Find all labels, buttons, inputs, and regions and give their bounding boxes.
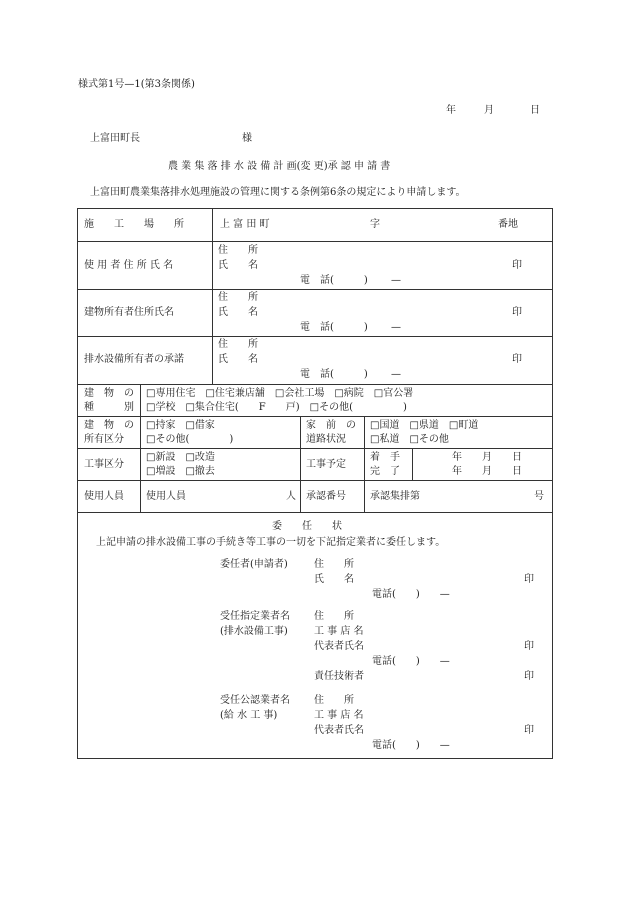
row-divider xyxy=(77,241,553,242)
road-options: □私道 □その他 xyxy=(370,434,449,445)
owner-address-label: 住 所 xyxy=(218,292,258,303)
approval-number-prefix: 承認集排第 xyxy=(370,491,420,502)
site-banchi: 番地 xyxy=(498,219,518,230)
bldg-type-options: □専用住宅 □住宅兼店舗 □会社工場 □病院 □官公署 xyxy=(146,388,414,399)
seal-mark: 印 xyxy=(524,671,534,682)
designated-phone-label: 電話( ) — xyxy=(372,656,450,667)
users-label: 使用人員 xyxy=(84,491,124,502)
schedule-finish-label: 完 了 xyxy=(370,466,400,477)
date-year-label: 年 xyxy=(446,105,456,116)
approval-number-suffix: 号 xyxy=(534,491,544,502)
owner-name-label: 氏 名 xyxy=(218,307,258,318)
drain-owner-name-label: 氏 名 xyxy=(218,354,258,365)
schedule-label: 工事予定 xyxy=(306,459,346,470)
date-month-label: 月 xyxy=(484,105,494,116)
schedule-start-date: 年 月 日 xyxy=(452,452,522,463)
owner-label: 建物所有者住所氏名 xyxy=(84,307,174,318)
user-phone-label: 電 話( ) — xyxy=(300,275,401,286)
bldg-type-options: □学校 □集合住宅( F 戸) □その他( ) xyxy=(146,402,407,413)
approval-label: 承認番号 xyxy=(306,491,346,502)
work-type-options: □増設 □撤去 xyxy=(146,466,215,477)
addressee-honorific: 様 xyxy=(242,133,252,144)
seal-mark: 印 xyxy=(524,641,534,652)
table-top-border xyxy=(77,208,553,209)
owner-phone-label: 電 話( ) — xyxy=(300,322,401,333)
drain-owner-address-label: 住 所 xyxy=(218,339,258,350)
proxy-title: 委 任 状 xyxy=(272,521,342,532)
intro-text: 上富田町農業集落排水処理施設の管理に関する条例第6条の規定により申請します。 xyxy=(90,187,466,198)
schedule-start-label: 着 手 xyxy=(370,452,400,463)
date-day-label: 日 xyxy=(530,105,540,116)
site-aza: 字 xyxy=(370,219,380,230)
certified-label-sub: (給 水 工 事) xyxy=(220,710,278,721)
col-divider xyxy=(212,208,213,384)
designated-rep-label: 代表者氏名 xyxy=(314,641,364,652)
drain-owner-phone-label: 電 話( ) — xyxy=(300,369,401,380)
user-name-label: 氏 名 xyxy=(218,260,258,271)
road-label: 家 前 の xyxy=(306,420,356,431)
delegator-address-label: 住 所 xyxy=(314,559,354,570)
bldg-type-label: 建 物 の xyxy=(84,388,134,399)
col-divider xyxy=(412,448,413,480)
row-divider xyxy=(77,289,553,290)
col-divider xyxy=(364,416,365,512)
bldg-type-label: 種 別 xyxy=(84,402,134,413)
work-type-label: 工事区分 xyxy=(84,459,124,470)
ownership-label: 建 物 の xyxy=(84,420,134,431)
col-divider xyxy=(140,384,141,512)
col-divider xyxy=(300,416,301,512)
table-right-border xyxy=(552,208,553,759)
table-left-border xyxy=(77,208,78,759)
seal-mark: 印 xyxy=(512,260,522,271)
row-divider xyxy=(77,448,553,449)
delegator-label: 委任者(申請者) xyxy=(220,559,288,570)
designated-address-label: 住 所 xyxy=(314,611,354,622)
designated-label: 受任指定業者名 xyxy=(220,611,290,622)
designated-label-sub: (排水設備工事) xyxy=(220,626,288,637)
site-town: 上 富 田 町 xyxy=(220,219,270,230)
users-unit: 人 xyxy=(286,491,296,502)
ownership-label: 所有区分 xyxy=(84,434,124,445)
row-divider xyxy=(77,480,553,481)
seal-mark: 印 xyxy=(524,725,534,736)
row-divider xyxy=(77,512,553,513)
certified-address-label: 住 所 xyxy=(314,695,354,706)
seal-mark: 印 xyxy=(512,354,522,365)
ownership-options: □持家 □借家 xyxy=(146,420,215,431)
form-number: 様式第1号—1(第3条関係) xyxy=(78,79,195,90)
row-divider xyxy=(77,416,553,417)
ownership-options: □その他( ) xyxy=(146,434,234,445)
schedule-finish-date: 年 月 日 xyxy=(452,466,522,477)
designated-tech-label: 責任技術者 xyxy=(314,671,364,682)
designated-shop-label: 工 事 店 名 xyxy=(314,626,364,637)
drain-owner-label: 排水設備所有者の承諾 xyxy=(84,354,184,365)
certified-label: 受任公認業者名 xyxy=(220,695,290,706)
work-type-options: □新設 □改造 xyxy=(146,452,215,463)
row-divider xyxy=(77,336,553,337)
user-label: 使 用 者 住 所 氏 名 xyxy=(84,260,174,271)
delegator-name-label: 氏 名 xyxy=(314,574,354,585)
table-bottom-border xyxy=(77,758,553,759)
user-address-label: 住 所 xyxy=(218,245,258,256)
road-label: 道路状況 xyxy=(306,434,346,445)
users-inner-label: 使用人員 xyxy=(146,491,186,502)
certified-rep-label: 代表者氏名 xyxy=(314,725,364,736)
delegator-phone-label: 電話( ) — xyxy=(372,589,450,600)
proxy-text: 上記申請の排水設備工事の手続き等工事の一切を下記指定業者に委任します。 xyxy=(96,537,446,548)
road-options: □国道 □県道 □町道 xyxy=(370,420,479,431)
addressee-name: 上富田町長 xyxy=(90,133,140,144)
document-title: 農 業 集 落 排 水 設 備 計 画(変 更)承 認 申 請 書 xyxy=(168,161,391,172)
seal-mark: 印 xyxy=(524,574,534,585)
seal-mark: 印 xyxy=(512,307,522,318)
site-label: 施 工 場 所 xyxy=(84,219,184,230)
certified-phone-label: 電話( ) — xyxy=(372,740,450,751)
row-divider xyxy=(77,384,553,385)
certified-shop-label: 工 事 店 名 xyxy=(314,710,364,721)
